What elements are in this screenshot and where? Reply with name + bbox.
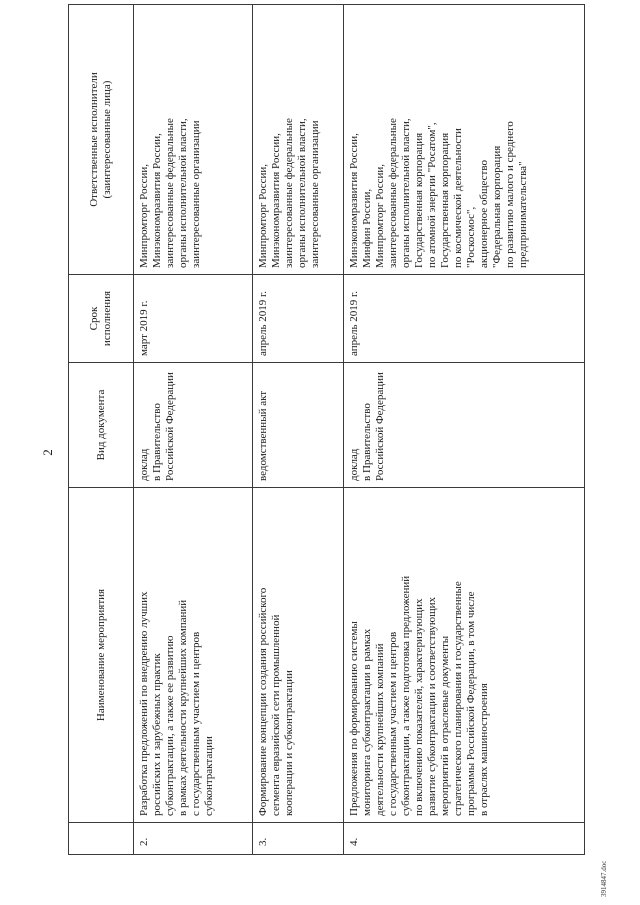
table-row: [134, 5, 253, 855]
header-responsible: Ответственные исполнители (заинтересованные лица): [69, 5, 134, 275]
header-number: [69, 823, 134, 855]
table-row: [344, 5, 585, 855]
deadline: март 2019 г.: [134, 275, 253, 363]
responsible-parties: Минэкономразвития России, Минфин России, Минпромторг России, заинтересованные федеральные органы исполнительной власти, Государственная корпорация по атомной энергии "Росатом", Государственная корпорация по космической деятельности "Роскосмос", акционерное общество "Федеральная корпорация по развитию малого и среднего предпринимательства": [344, 5, 585, 275]
activity-name: Формирование концепции создания российского сегмента евразийской сети промышленной кооперации и субконтрактации: [253, 488, 344, 823]
responsible-parties: Минпромторг России, Минэкономразвития России, заинтересованные федеральные органы исполнительной власти, заинтересованные организации: [134, 5, 253, 275]
table-header-row: [69, 5, 134, 855]
header-name: Наименование мероприятия: [69, 488, 134, 823]
activity-name: Разработка предложений по внедрению лучших российских и зарубежных практик субконтрактации, а также ее развитию в рамках деятельности крупнейших компаний с государственным участием и центров субконтрактации: [134, 488, 253, 823]
responsible-parties: Минпромторг России, Минэкономразвития России, заинтересованные федеральные органы исполнительной власти, заинтересованные организации: [253, 5, 344, 275]
row-number: 3.: [253, 823, 344, 855]
header-doc-type: Вид документа: [69, 363, 134, 488]
row-number: 4.: [344, 823, 585, 855]
table-row: [253, 5, 344, 855]
row-number: 2.: [134, 823, 253, 855]
document-type: ведомственный акт: [253, 363, 344, 488]
file-reference: 3914847.doc: [600, 860, 608, 897]
deadline: апрель 2019 г.: [253, 275, 344, 363]
document-type: доклад в Правительство Российской Федерации: [134, 363, 253, 488]
activities-table: [68, 4, 585, 855]
activity-name: Предложения по формированию системы мониторинга субконтрактации в рамках деятельности крупнейших компаний с государственным участием и центров субконтрактации, а также подготовка предложений по включению показателей, характеризующих развитие субконтрактации и соответствующих мероприятий в отраслевые документы стратегического планирования и государственные программы Российской Федерации, в том числе в отраслях машиностроения: [344, 488, 585, 823]
document-type: доклад в Правительство Российской Федерации: [344, 363, 585, 488]
page-number: 2: [40, 449, 55, 456]
deadline: апрель 2019 г.: [344, 275, 585, 363]
header-deadline: Срок исполнения: [69, 275, 134, 363]
